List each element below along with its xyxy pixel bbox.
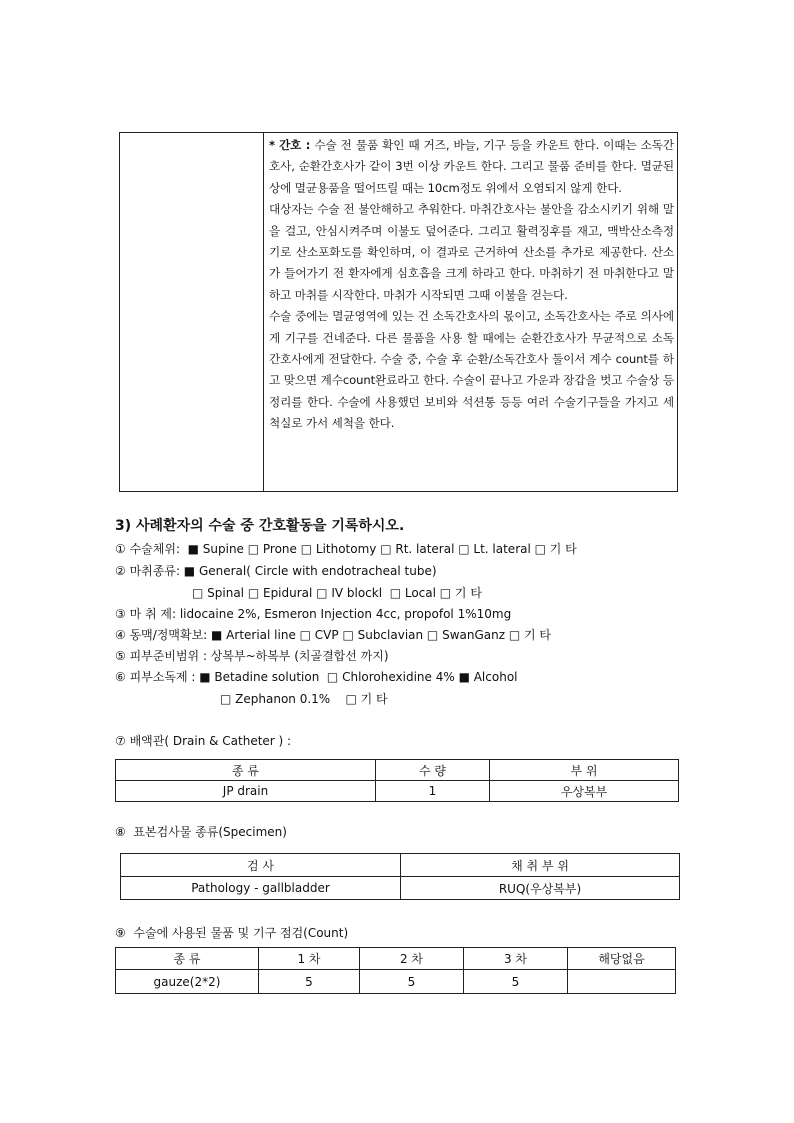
drain-qty: 1 xyxy=(376,781,490,802)
skin-prep-range-line: ⑤ 피부준비범위 : 상복부~하복부 (치골결합선 까지) xyxy=(115,649,389,663)
count-item: gauze(2*2) xyxy=(116,970,259,994)
count-na xyxy=(568,970,676,994)
count-1st: 5 xyxy=(259,970,360,994)
nursing-note-text: * 간호 : 수술 전 물품 확인 때 거즈, 바늘, 기구 등을 카운트 한다. 이때는 소독간호사, 순환간호사가 같이 3번 이상 카운트 한다. 그리고 물품 준비를 한다. 멸균된 상에 멸균용품을 떨어뜨릴 때는 10cm정도 위에서 오염되지 않게 한다. 대상자는 수술 전 불안해하고 추워한다. 마취간호사는 불안을 감소시키기 위해 말을 걸고, 안심시켜주며 이불도 덮어준다. 그리고 활력징후를 재고, 맥박산소측정기로 산소포화도를 확인하며, 이 결과로 근거하여 산소를 추가로 제공한다. 산소가 들어가기 전 환자에게 심호흡을 크게 하라고 한다. 마취하기 전 마취한다고 말하고 마취를 시작한다. 마취가 시작되면 그때 이불을 걷는다. 수술 중에는 멸균영역에 있는 건 소독간호사의 몫이고, 소독간호사는 주로 의사에게 기구를 건네준다. 다른 물품을 사용 할 때에는 순환간호사가 무균적으로 소독간호사에게 전달한다. 수술 중, 수술 후 순환/소독간호사 둘이서 계수 count를 하고 맞으면 계수count완료라고 한다. 수술이 끝나고 가운과 장갑을 벗고 수술상 등 정리를 한다. 수술에 사용했던 보비와 석션통 등등 여러 수술기구들을 가지고 세척실로 가서 세척을 한다. xyxy=(264,133,677,435)
specimen-header-test: 검 사 xyxy=(121,854,401,877)
specimen-table xyxy=(120,853,680,900)
drain-type: JP drain xyxy=(116,781,376,802)
nursing-paragraph-3: 수술 중에는 멸균영역에 있는 건 소독간호사의 몫이고, 소독간호사는 주로 의사에게 기구를 건네준다. 다른 물품을 사용 할 때에는 순환간호사가 무균적으로 소독간호사에게 전달한다. 수술 중, 수술 후 순환/소독간호사 둘이서 계수 count를 하고 맞으면 계수count완료라고 한다. 수술이 끝나고 가운과 장갑을 벗고 수술상 등 정리를 한다. 수술에 사용했던 보비와 석션통 등등 여러 수술기구들을 가지고 세척실로 가서 세척을 한다. xyxy=(269,309,674,431)
nursing-paragraph-1: 수술 전 물품 확인 때 거즈, 바늘, 기구 등을 카운트 한다. 이때는 소독간호사, 순환간호사가 같이 3번 이상 카운트 한다. 그리고 물품 준비를 한다. 멸균된 상에 멸균용품을 떨어뜨릴 때는 10cm정도 위에서 오염되지 않게 한다. xyxy=(269,138,674,195)
specimen-heading: ⑧ 표본검사물 종류(Specimen) xyxy=(115,825,287,839)
empty-label-cell xyxy=(120,133,264,492)
specimen-header-site: 채 취 부 위 xyxy=(401,854,680,877)
nursing-note-cell xyxy=(264,133,678,492)
drain-table xyxy=(115,759,679,802)
drain-site: 우상복부 xyxy=(490,781,679,802)
drain-header-type: 종 류 xyxy=(116,760,376,781)
nursing-paragraph-2: 대상자는 수술 전 불안해하고 추워한다. 마취간호사는 불안을 감소시키기 위해 말을 걸고, 안심시켜주며 이불도 덮어준다. 그리고 활력징후를 재고, 맥박산소측정기로 산소포화도를 확인하며, 이 결과로 근거하여 산소를 추가로 제공한다. 산소가 들어가기 전 환자에게 심호흡을 크게 하라고 한다. 마취하기 전 마취한다고 말하고 마취를 시작한다. 마취가 시작되면 그때 이불을 걷는다. xyxy=(269,202,674,302)
anesthesia-type-line-2: □ Spinal □ Epidural □ IV blockl □ Local □ 기 타 xyxy=(192,586,482,600)
anesthetic-drugs-line: ③ 마 취 제: lidocaine 2%, Esmeron Injection 4cc, propofol 1%10mg xyxy=(115,607,512,621)
count-heading: ⑨ 수술에 사용된 물품 및 기구 점검(Count) xyxy=(115,926,349,940)
count-table xyxy=(115,947,676,994)
count-header-na: 해당없음 xyxy=(568,948,676,970)
anesthesia-type-line: ② 마취종류: ■ General( Circle with endotracheal tube) xyxy=(115,564,437,578)
nursing-label: 간호 : xyxy=(279,138,311,152)
vascular-access-line: ④ 동맥/정맥확보: ■ Arterial line □ CVP □ Subclavian □ SwanGanz □ 기 타 xyxy=(115,628,551,642)
specimen-site: RUQ(우상복부) xyxy=(401,877,680,900)
count-header-type: 종 류 xyxy=(116,948,259,970)
count-3rd: 5 xyxy=(464,970,568,994)
specimen-test: Pathology - gallbladder xyxy=(121,877,401,900)
section-heading: 3) 사례환자의 수술 중 간호활동을 기록하시오. xyxy=(115,518,405,534)
skin-disinfectant-line: ⑥ 피부소독제 : ■ Betadine solution □ Chlorohexidine 4% ■ Alcohol xyxy=(115,670,518,684)
skin-disinfectant-line-2: □ Zephanon 0.1% □ 기 타 xyxy=(220,692,388,706)
drain-header-site: 부 위 xyxy=(490,760,679,781)
nursing-note-table xyxy=(119,132,678,492)
drain-header-qty: 수 량 xyxy=(376,760,490,781)
count-2nd: 5 xyxy=(360,970,464,994)
drain-heading: ⑦ 배액관( Drain & Catheter ) : xyxy=(115,734,292,748)
count-header-3rd: 3 차 xyxy=(464,948,568,970)
count-header-2nd: 2 차 xyxy=(360,948,464,970)
position-line: ① 수술체위: ■ Supine □ Prone □ Lithotomy □ Rt. lateral □ Lt. lateral □ 기 타 xyxy=(115,542,577,556)
count-header-1st: 1 차 xyxy=(259,948,360,970)
